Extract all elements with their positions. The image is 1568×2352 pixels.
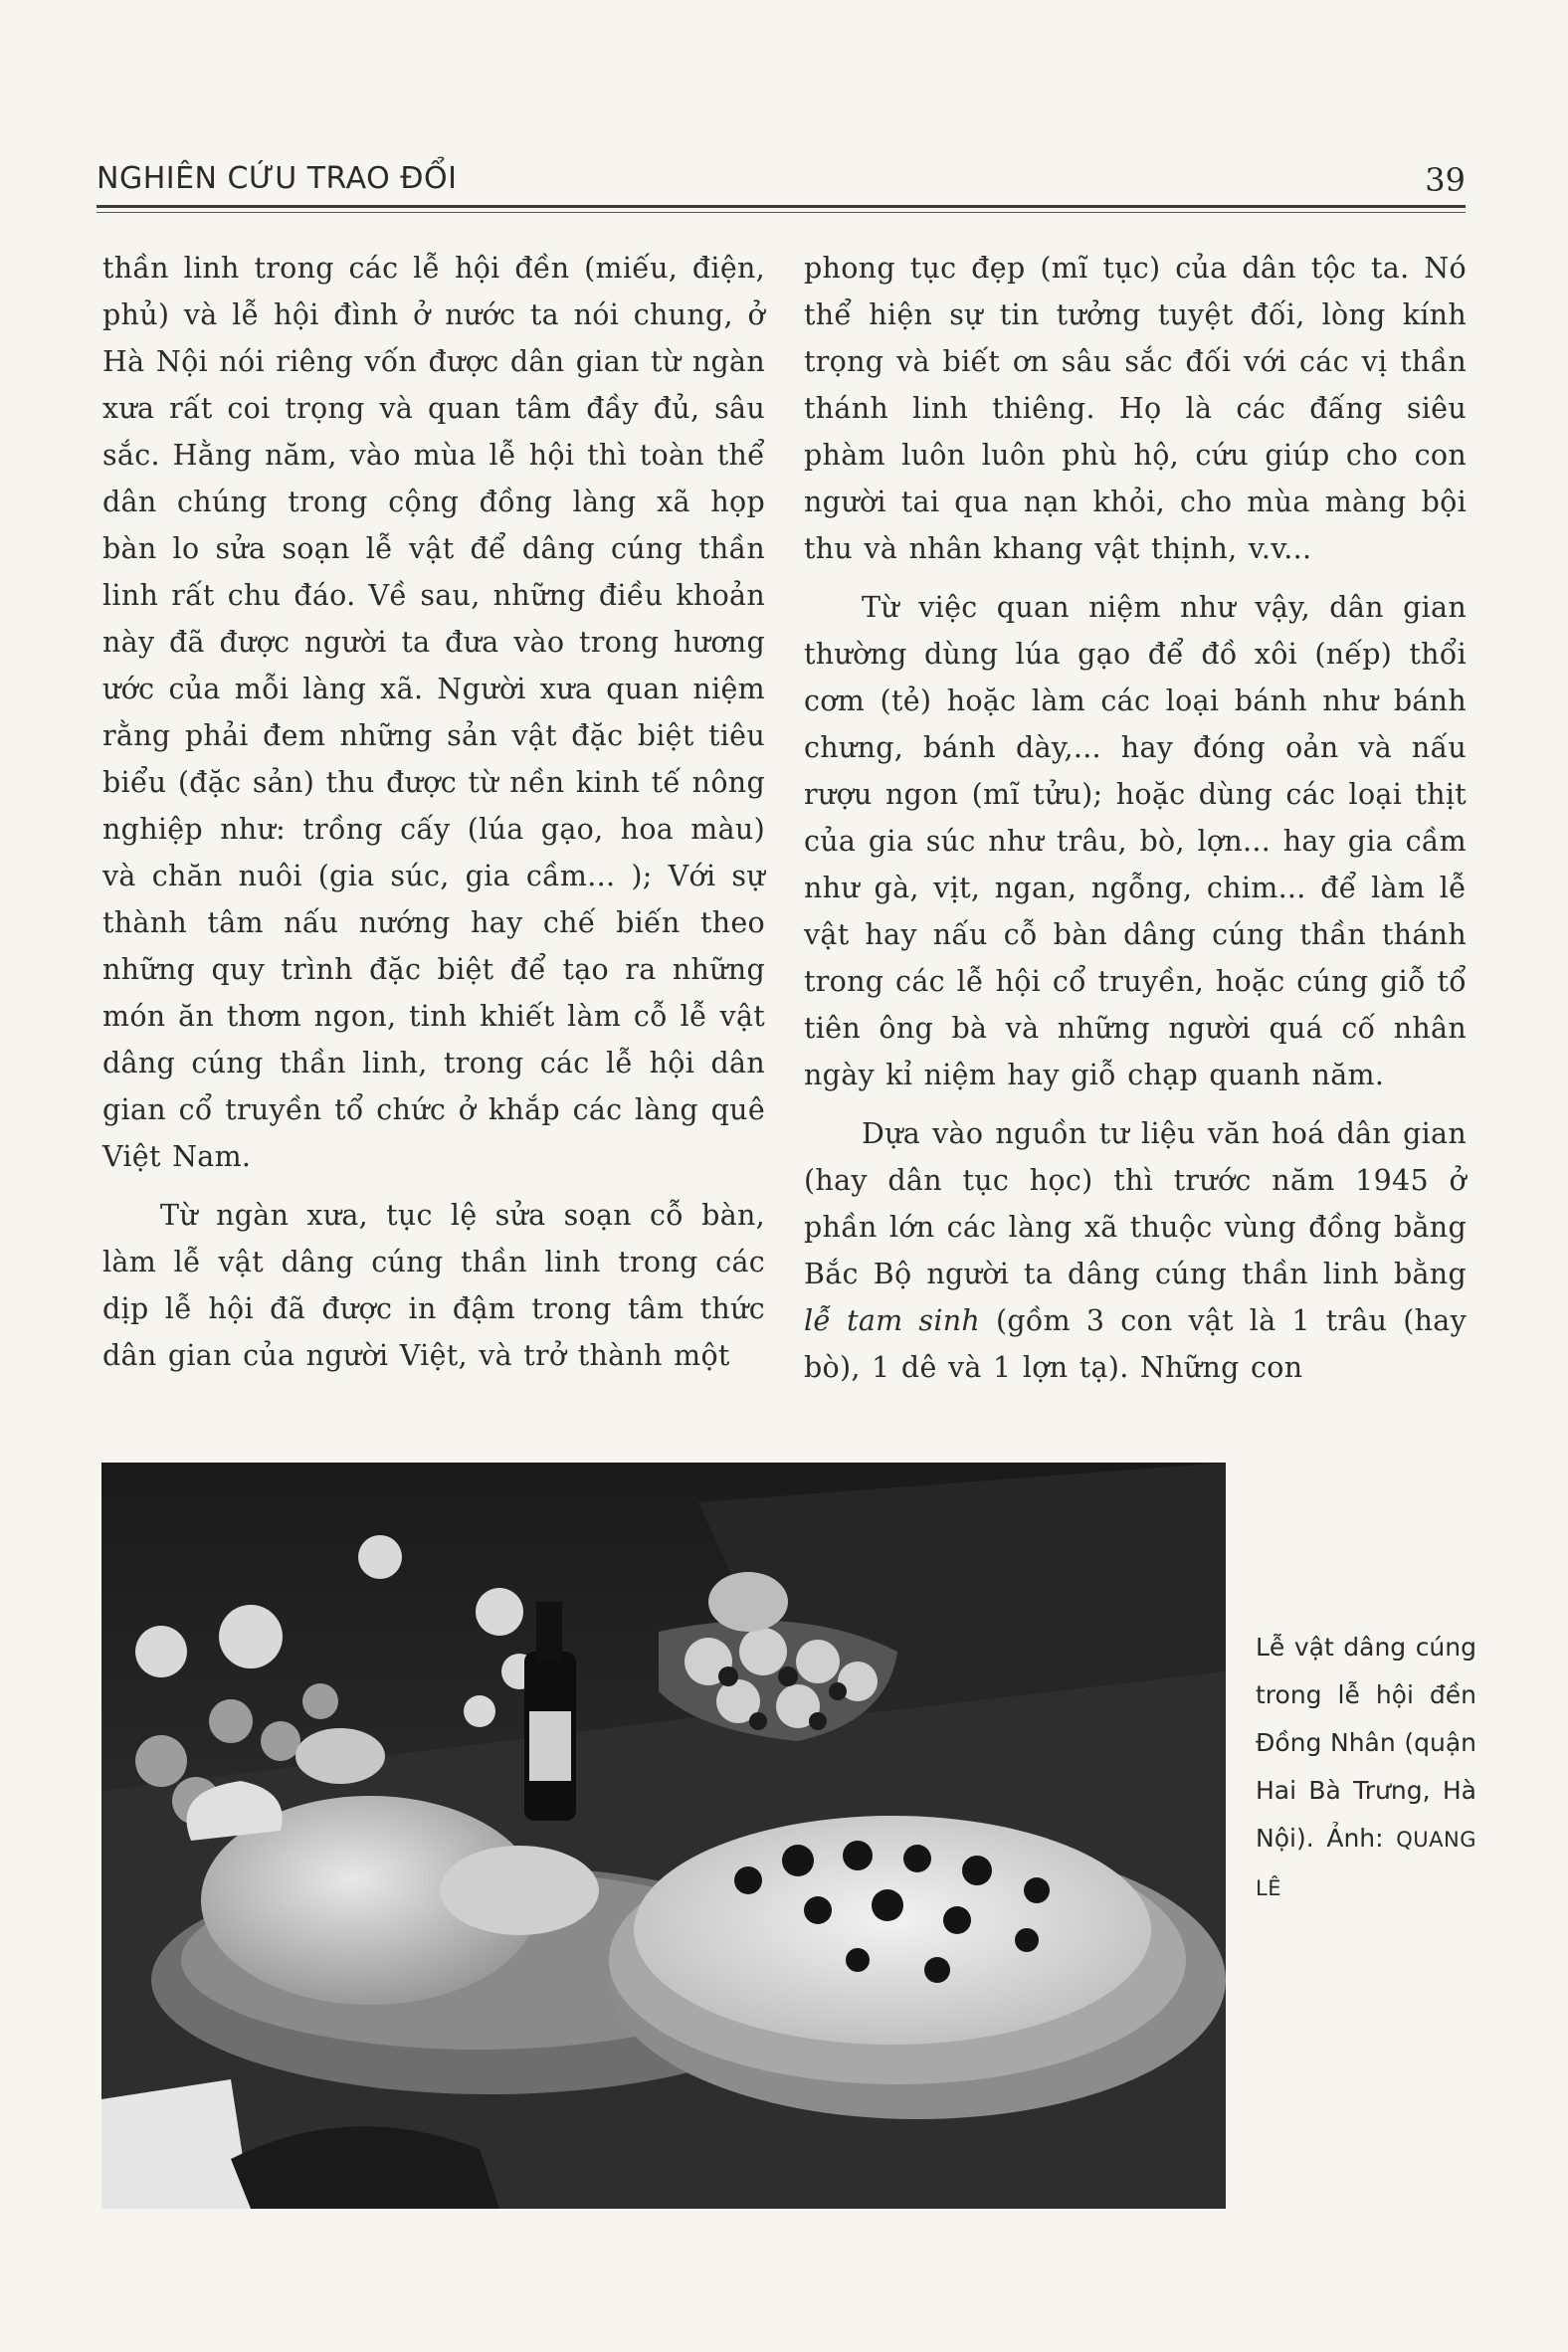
right-column <box>804 245 1467 1403</box>
page-header <box>97 159 1466 209</box>
paragraph <box>804 1110 1467 1391</box>
photo-caption <box>1256 1624 1476 1912</box>
paragraph: Từ việc quan niệm như vậy, dân gian thường dùng lúa gạo để đồ xôi (nếp) thổi cơm (tẻ) hoặc làm các loại bánh như bánh chưng, bánh dày,... hay đóng oản và nấu rượu ngon (mĩ tửu); hoặc dùng các loại thịt của gia súc như trâu, bò, lợn... hay gia cầm như gà, vịt, ngan, ngỗng, chim... để làm lễ vật hay nấu cỗ bàn dâng cúng thần thánh trong các lễ hội cổ truyền, hoặc cúng giỗ tổ tiên ông bà và những người quá cố nhân ngày kỉ niệm hay giỗ chạp quanh năm. <box>804 591 1467 1091</box>
header-rule-thick <box>97 205 1466 208</box>
photo-illustration <box>101 1463 1226 2209</box>
paragraph: Từ ngàn xưa, tục lệ sửa soạn cỗ bàn, làm lễ vật dâng cúng thần linh trong các dịp lễ hội đã được in đậm trong tâm thức dân gian của người Việt, và trở thành một <box>102 1199 765 1372</box>
header-rule-thin <box>97 212 1466 213</box>
left-column <box>102 245 765 1391</box>
italic-term: lễ tam sinh <box>804 1304 981 1337</box>
text-span: Dựa vào nguồn tư liệu văn hoá dân gian (hay dân tục học) thì trước năm 1945 ở phần lớn các làng xã thuộc vùng đồng bằng Bắc Bộ người ta dâng cúng thần linh bằng <box>804 1117 1467 1290</box>
caption-text: Lễ vật dâng cúng trong lễ hội đền Đồng Nhân (quận Hai Bà Trưng, Hà Nội). <box>1256 1633 1476 1853</box>
text-span: (gồm 3 con vật là 1 trâu (hay bò), 1 dê và 1 lợn tạ). Những con <box>804 1304 1467 1384</box>
photo-credit-prefix: Ảnh: <box>1326 1824 1397 1853</box>
paragraph: thần linh trong các lễ hội đền (miếu, điện, phủ) và lễ hội đình ở nước ta nói chung, ở Hà Nội nói riêng vốn được dân gian từ ngàn xưa rất coi trọng và quan tâm đầy đủ, sâu sắc. Hằng năm, vào mùa lễ hội thì toàn thể dân chúng trong cộng đồng làng xã họp bàn lo sửa soạn lễ vật để dâng cúng thần linh rất chu đáo. Về sau, những điều khoản này đã được người ta đưa vào trong hương ước của mỗi làng xã. Người xưa quan niệm rằng phải đem những sản vật đặc biệt tiêu biểu (đặc sản) thu được từ nền kinh tế nông nghiệp như: trồng cấy (lúa gạo, hoa màu) và chăn nuôi (gia súc, gia cầm... ); Với sự thành tâm nấu nướng hay chế biến theo những quy trình đặc biệt để tạo ra những món ăn thơm ngon, tinh khiết làm cỗ lễ vật dâng cúng thần linh, trong các lễ hội dân gian cổ truyền tổ chức ở khắp các làng quê Việt Nam. <box>102 252 765 1173</box>
photo-credit-name: QUANG LÊ <box>1256 1828 1476 1900</box>
section-title: NGHIÊN CỨU TRAO ĐỔI <box>97 161 458 196</box>
offerings-photo <box>101 1463 1226 2209</box>
paragraph: phong tục đẹp (mĩ tục) của dân tộc ta. Nó thể hiện sự tin tưởng tuyệt đối, lòng kính trọng và biết ơn sâu sắc đối với các vị thần thánh linh thiêng. Họ là các đấng siêu phàm luôn luôn phù hộ, cứu giúp cho con người tai qua nạn khỏi, cho mùa màng bội thu và nhân khang vật thịnh, v.v... <box>804 252 1467 565</box>
page-number: 39 <box>1425 161 1466 199</box>
